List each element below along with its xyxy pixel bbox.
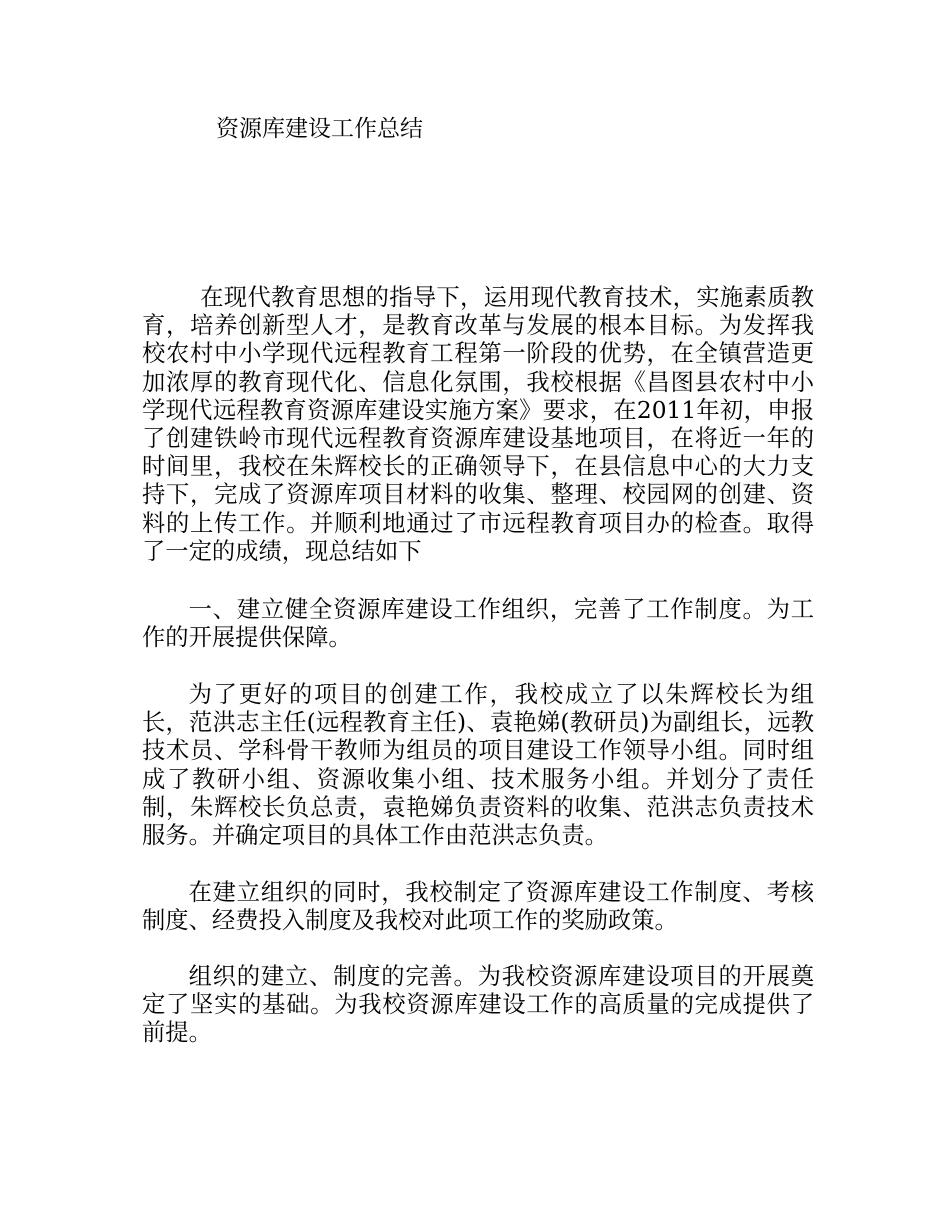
document-title: 资源库建设工作总结 (216, 116, 423, 142)
paragraph-introduction: 在现代教育思想的指导下，运用现代教育技术，实施素质教育，培养创新型人才，是教育改革与发展的根本目标。为发挥我校农村中小学现代远程教育工程第一阶段的优势，在全镇营造更加浓厚的教育现代化、信息化氛围，我校根据《昌图县农村中小学现代远程教育资源库建设实施方案》要求，在2011年初，申报了创建铁岭市现代远程教育资源库建设基地项目，在将近一年的时间里，我校在朱辉校长的正确领导下，在县信息中心的大力支持下，完成了资源库项目材料的收集、整理、校园网的创建、资料的上传工作。并顺利地通过了市远程教育项目办的检查。取得了一定的成绩，现总结如下 (142, 284, 814, 565)
paragraph-conclusion: 组织的建立、制度的完善。为我校资源库建设项目的开展奠定了坚实的基础。为我校资源库建设工作的高质量的完成提供了前提。 (142, 963, 814, 1047)
paragraph-organization: 为了更好的项目的创建工作，我校成立了以朱辉校长为组长，范洪志主任(远程教育主任)、袁艳娣(教研员)为副组长，远教技术员、学科骨干教师为组员的项目建设工作领导小组。同时组成了教研小组、资源收集小组、技术服务小组。并划分了责任制，朱辉校长负总责，袁艳娣负责资料的收集、范洪志负责技术服务。并确定项目的具体工作由范洪志负责。 (142, 681, 814, 850)
paragraph-section-heading: 一、建立健全资源库建设工作组织，完善了工作制度。为工作的开展提供保障。 (142, 596, 814, 652)
paragraph-regulations: 在建立组织的同时，我校制定了资源库建设工作制度、考核制度、经费投入制度及我校对此项工作的奖励政策。 (142, 879, 814, 935)
